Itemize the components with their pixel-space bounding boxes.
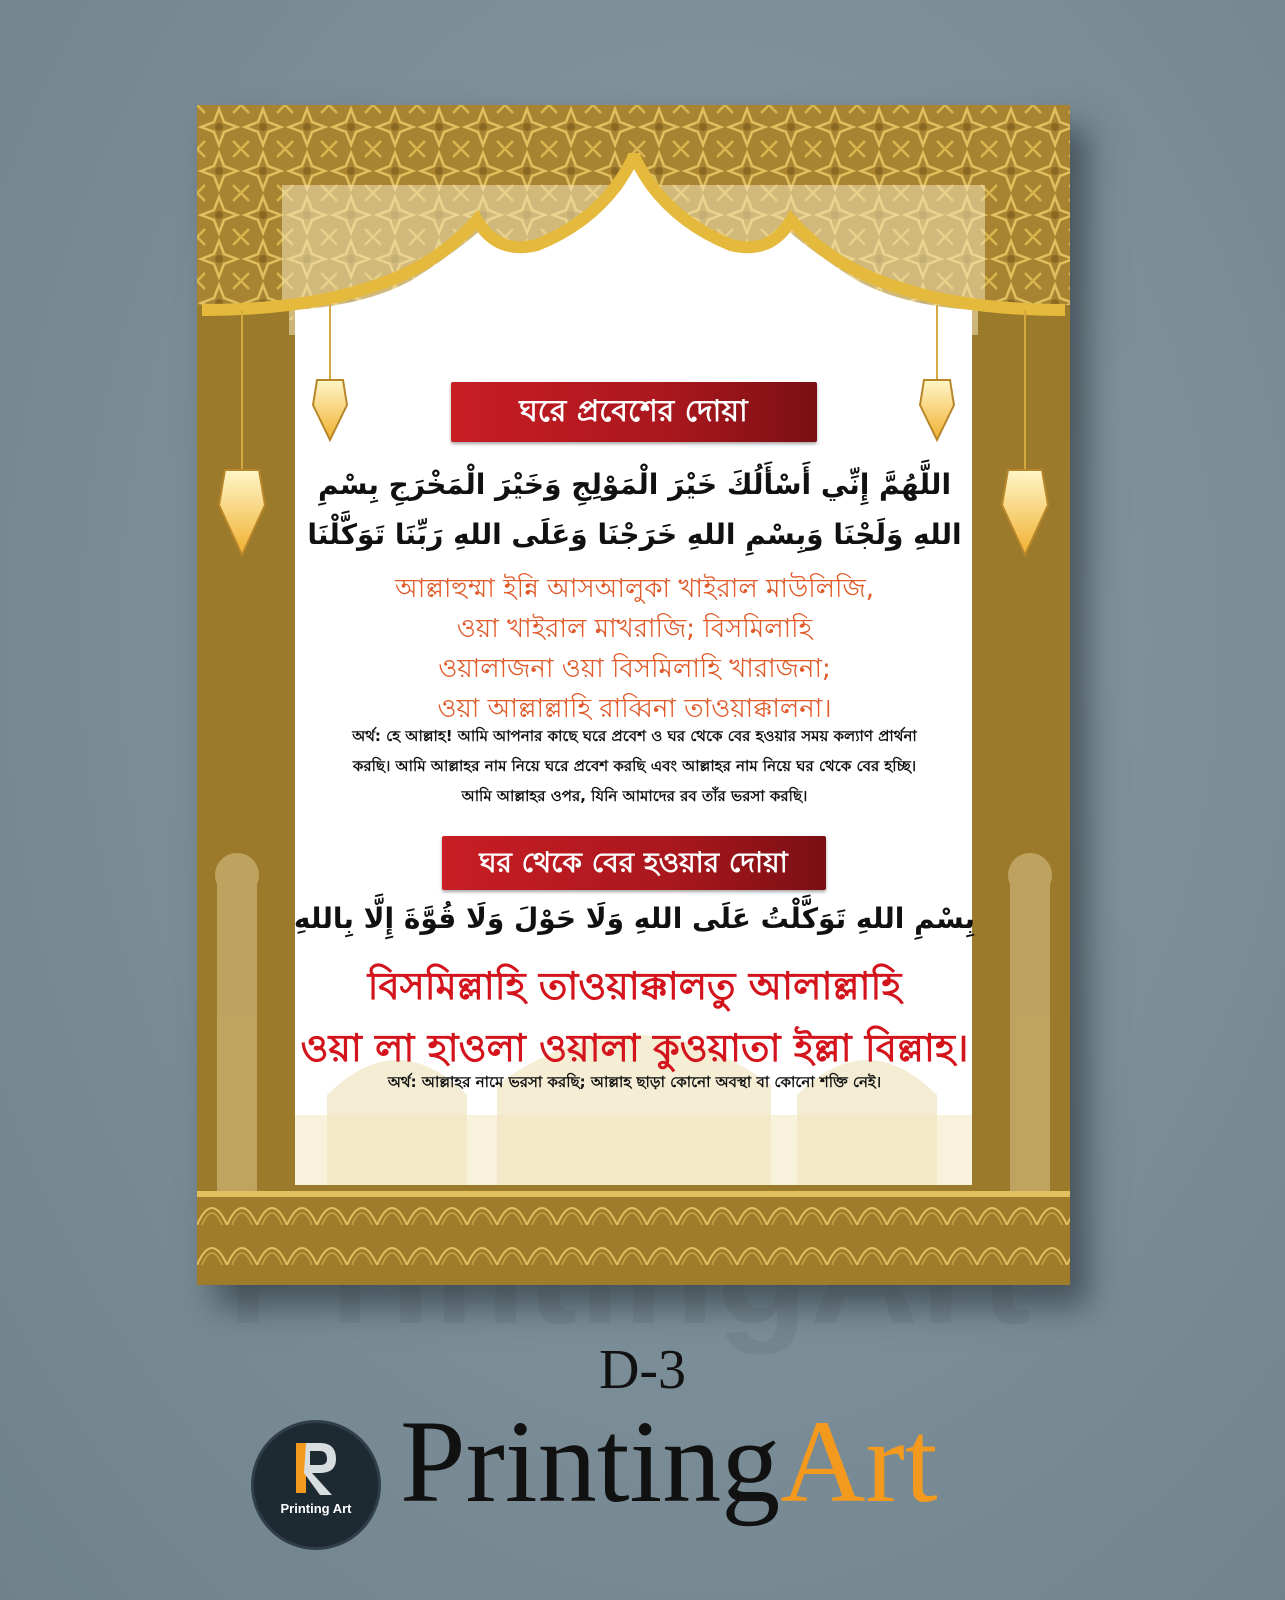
logo-caption: Printing Art [280,1501,352,1516]
translit-line: বিসমিল্লাহি তাওয়াক্কালতু আলাল্লাহি [367,964,902,1008]
translit-line: ওয়ালাজনা ওয়া বিসমিলাহি খারাজনা; [438,654,831,684]
brand-word-printing: Printing [400,1396,781,1527]
brand-word-art: Art [780,1396,938,1527]
meaning-line: অর্থ: হে আল্লাহ! আমি আপনার কাছে ঘরে প্রবেশ ও ঘর থেকে বের হওয়ার সময় কল্যাণ প্রার্থনা [352,727,917,745]
leaving-dua-title: ঘর থেকে বের হওয়ার দোয়া [442,836,826,890]
brand-wordmark [400,1392,938,1532]
entering-dua-arabic [287,460,982,560]
entering-dua-title: ঘরে প্রবেশের দোয়া [451,382,817,442]
poster-content [197,105,1070,1285]
translit-line: আল্লাহুম্মা ইন্নি আসআলুকা খাইরাল মাউলিজি, [395,574,874,604]
meaning-line: আমি আল্লাহর ওপর, যিনি আমাদের রব তাঁর ভরসা করছি। [461,787,808,805]
arabic-line: اللهِ وَلَجْنَا وَبِسْمِ اللهِ خَرَجْنَا وَعَلَى اللهِ رَبِّنَا تَوَكَّلْنَا [307,518,962,551]
translit-line: ওয়া লা হাওলা ওয়ালা কুওয়াতা ইল্লা বিল্লাহ। [300,1026,969,1070]
brand-logo [251,1420,381,1550]
translit-line: ওয়া খাইরাল মাখরাজি; বিসমিলাহি [456,614,813,644]
entering-dua-transliteration [287,569,982,729]
translit-line: ওয়া আল্লাল্লাহি রাব্বিনা তাওয়াক্কালনা। [437,694,832,724]
design-code: D-3 [598,1339,687,1401]
meaning-line: করছি। আমি আল্লাহর নাম নিয়ে ঘরে প্রবেশ করছি এবং আল্লাহর নাম নিয়ে ঘর থেকে বের হচ্ছি। [352,757,917,775]
leaving-dua-transliteration [287,955,982,1079]
dua-poster [197,105,1070,1285]
pr-monogram-icon [294,1439,338,1499]
leaving-dua-arabic: بِسْمِ اللهِ تَوَكَّلْتُ عَلَى اللهِ وَلَا حَوْلَ وَلَا قُوَّةَ إِلَّا بِاللهِ [293,902,976,935]
arabic-line: اللَّهُمَّ إِنِّي أَسْأَلُكَ خَيْرَ الْمَوْلِجِ وَخَيْرَ الْمَخْرَجِ بِسْمِ [317,468,952,501]
entering-dua-meaning [292,721,977,811]
leaving-dua-meaning: অর্থ: আল্লাহর নামে ভরসা করছি; আল্লাহ ছাড়া কোনো অবস্থা বা কোনো শক্তি নেই। [387,1073,882,1091]
